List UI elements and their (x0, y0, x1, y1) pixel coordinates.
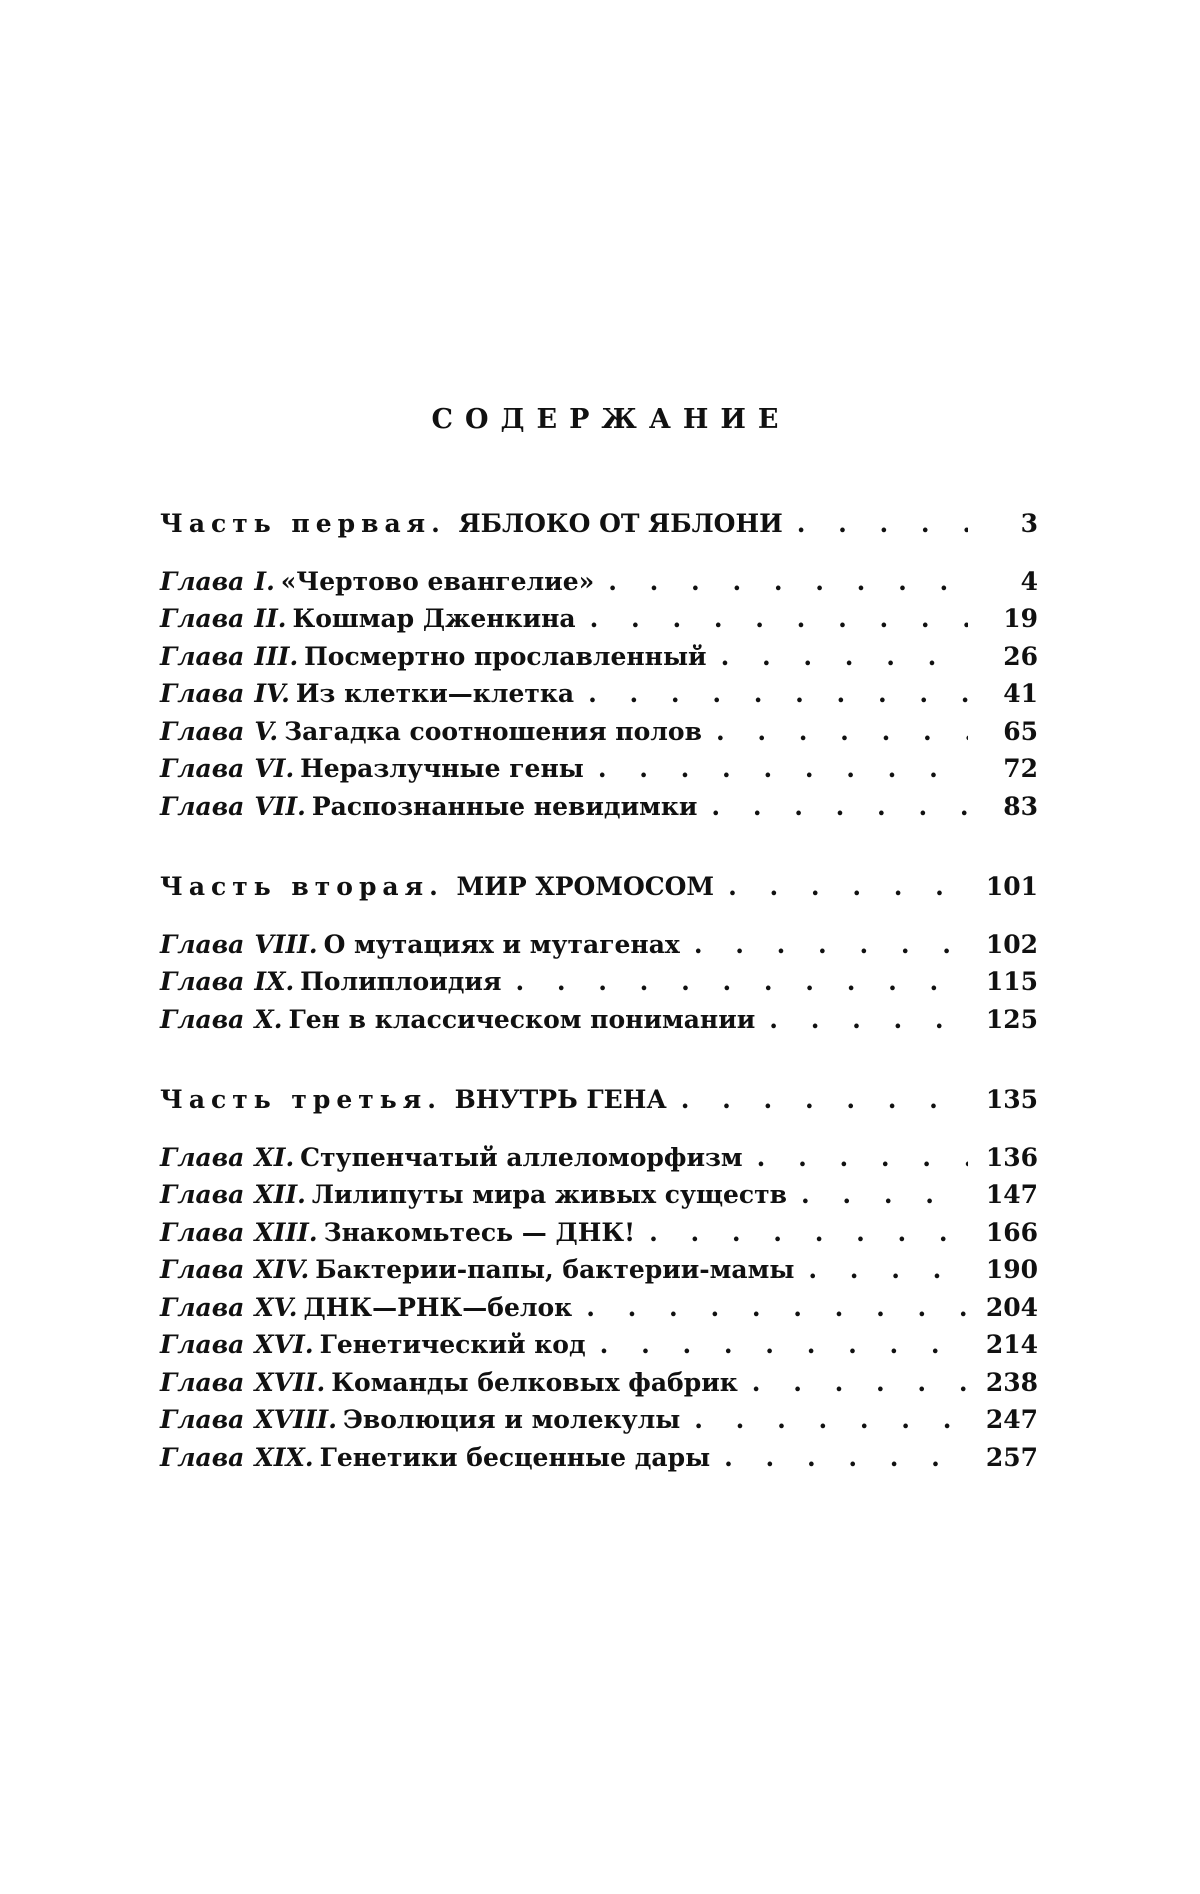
chapter-number: XV. (254, 1292, 298, 1322)
page-number: 83 (1003, 791, 1038, 821)
leader-dots (711, 788, 968, 826)
page-number: 19 (1003, 604, 1038, 633)
page-number: 166 (985, 1217, 1038, 1247)
page-number: 257 (985, 1442, 1038, 1472)
chapter-title: О мутациях и мутагенах (323, 929, 680, 959)
part-title: ЯБЛОКО ОТ ЯБЛОНИ (458, 509, 783, 538)
chapter-number: VIII. (254, 929, 318, 959)
leader-dots (515, 963, 968, 1001)
chapter-title: Загадка соотношения полов (284, 716, 702, 746)
part-label: Часть третья. (160, 1085, 442, 1114)
table-of-contents (160, 505, 1038, 1476)
chapter-entry (160, 926, 1038, 964)
chapter-title: Полиплоидия (300, 967, 502, 996)
part-title: ВНУТРЬ ГЕНА (454, 1085, 667, 1114)
chapter-word: Глава (160, 1255, 245, 1284)
page-number: 72 (1003, 754, 1038, 783)
toc-part-2 (160, 868, 1038, 1038)
page-title: СОДЕРЖАНИЕ (431, 404, 791, 435)
chapter-number: II. (254, 604, 287, 633)
chapter-word: Глава (160, 716, 245, 746)
chapter-title: ДНК—РНК—белок (303, 1292, 573, 1322)
chapter-entry (160, 638, 1038, 676)
chapter-number: IX. (254, 967, 295, 996)
chapter-title: «Чертово евангелие» (280, 566, 595, 596)
chapter-entry (160, 750, 1038, 788)
chapter-title: Бактерии-папы, бактерии-мамы (315, 1255, 795, 1284)
leader-dots (724, 1439, 968, 1477)
leader-dots (586, 1289, 968, 1327)
chapter-number: IV. (254, 679, 290, 708)
page-number: 214 (985, 1330, 1038, 1359)
chapter-entry (160, 1139, 1038, 1177)
chapter-word: Глава (160, 604, 245, 633)
chapter-entry (160, 675, 1038, 713)
page-number: 115 (985, 967, 1038, 996)
chapter-number: XII. (254, 1180, 306, 1209)
chapter-title: Распознанные невидимки (311, 791, 698, 821)
chapter-title: Генетики бесценные дары (319, 1442, 711, 1472)
chapter-entry (160, 788, 1038, 826)
chapter-word: Глава (160, 1405, 245, 1434)
chapter-word: Глава (160, 641, 245, 671)
page-number: 41 (1003, 679, 1038, 708)
chapter-entry (160, 1251, 1038, 1289)
chapter-number: I. (254, 566, 275, 596)
page-number: 101 (985, 872, 1038, 901)
chapter-title: Неразлучные гены (300, 754, 584, 783)
page-number: 65 (1003, 716, 1038, 746)
chapter-entry (160, 1401, 1038, 1439)
part-entry (160, 868, 1038, 906)
page-number: 3 (1020, 509, 1038, 538)
chapter-title: Кошмар Дженкина (292, 604, 576, 633)
leader-dots (801, 1176, 968, 1214)
chapter-title: Команды белковых фабрик (331, 1367, 738, 1397)
page-number: 102 (985, 929, 1038, 959)
leader-dots (608, 563, 968, 601)
chapter-word: Глава (160, 1292, 245, 1322)
part-label: Часть первая. (160, 509, 446, 538)
chapter-number: VII. (254, 791, 306, 821)
leader-dots (808, 1251, 968, 1289)
leader-dots (752, 1364, 968, 1402)
page-number: 190 (985, 1255, 1038, 1284)
chapter-word: Глава (160, 967, 245, 996)
chapter-entry (160, 1214, 1038, 1252)
chapter-title: Лилипуты мира живых существ (311, 1180, 787, 1209)
chapter-number: XVII. (254, 1367, 326, 1397)
leader-dots (649, 1214, 968, 1252)
chapter-title: Эволюция и молекулы (342, 1405, 681, 1434)
leader-dots (694, 926, 968, 964)
leader-dots (590, 600, 968, 638)
leader-dots (716, 713, 968, 751)
leader-dots (681, 1081, 968, 1119)
chapter-word: Глава (160, 1004, 245, 1034)
chapter-title: Ген в классическом понимании (288, 1004, 756, 1034)
leader-dots (694, 1401, 968, 1439)
chapter-number: XVIII. (254, 1405, 337, 1434)
chapter-number: XVI. (254, 1330, 314, 1359)
leader-dots (600, 1326, 968, 1364)
page-number: 135 (985, 1085, 1038, 1114)
chapter-word: Глава (160, 1142, 245, 1172)
page-number: 4 (1020, 566, 1038, 596)
page-number: 125 (985, 1004, 1038, 1034)
chapter-word: Глава (160, 754, 245, 783)
page-number: 136 (985, 1142, 1038, 1172)
leader-dots (728, 868, 968, 906)
chapter-entry (160, 1364, 1038, 1402)
page-number: 238 (985, 1367, 1038, 1397)
leader-dots (797, 505, 968, 543)
chapter-number: VI. (254, 754, 295, 783)
page-number: 26 (1003, 641, 1038, 671)
chapter-number: X. (254, 1004, 283, 1034)
chapter-word: Глава (160, 1442, 245, 1472)
toc-part-3 (160, 1081, 1038, 1476)
leader-dots (769, 1001, 968, 1039)
chapter-number: XIV. (254, 1255, 310, 1284)
chapter-title: Знакомьтесь — ДНК! (323, 1217, 636, 1247)
chapter-word: Глава (160, 791, 245, 821)
chapter-word: Глава (160, 1330, 245, 1359)
chapter-entry (160, 1001, 1038, 1039)
leader-dots (721, 638, 968, 676)
chapter-number: V. (254, 716, 279, 746)
chapter-title: Посмертно прославленный (304, 641, 707, 671)
chapter-number: XIII. (254, 1217, 318, 1247)
toc-part-1 (160, 505, 1038, 825)
part-title: МИР ХРОМОСОМ (456, 872, 715, 901)
chapter-title: Ступенчатый аллеломорфизм (300, 1142, 743, 1172)
chapter-number: XIX. (254, 1442, 314, 1472)
chapter-entry (160, 1439, 1038, 1477)
chapter-word: Глава (160, 1217, 245, 1247)
chapter-entry (160, 713, 1038, 751)
chapter-entry (160, 563, 1038, 601)
chapter-entry (160, 963, 1038, 1001)
chapter-word: Глава (160, 929, 245, 959)
chapter-word: Глава (160, 566, 245, 596)
part-entry (160, 1081, 1038, 1119)
leader-dots (588, 675, 968, 713)
chapter-entry (160, 1326, 1038, 1364)
chapter-title: Генетический код (319, 1330, 586, 1359)
page-number: 204 (985, 1292, 1038, 1322)
chapter-entry (160, 600, 1038, 638)
page-number: 247 (985, 1405, 1038, 1434)
chapter-number: III. (254, 641, 299, 671)
chapter-word: Глава (160, 1367, 245, 1397)
chapter-word: Глава (160, 1180, 245, 1209)
part-label: Часть вторая. (160, 872, 444, 901)
leader-dots (757, 1139, 968, 1177)
chapter-title: Из клетки—клетка (295, 679, 575, 708)
leader-dots (598, 750, 968, 788)
chapter-entry (160, 1289, 1038, 1327)
part-entry (160, 505, 1038, 543)
chapter-entry (160, 1176, 1038, 1214)
page-number: 147 (985, 1180, 1038, 1209)
chapter-word: Глава (160, 679, 245, 708)
chapter-number: XI. (254, 1142, 295, 1172)
